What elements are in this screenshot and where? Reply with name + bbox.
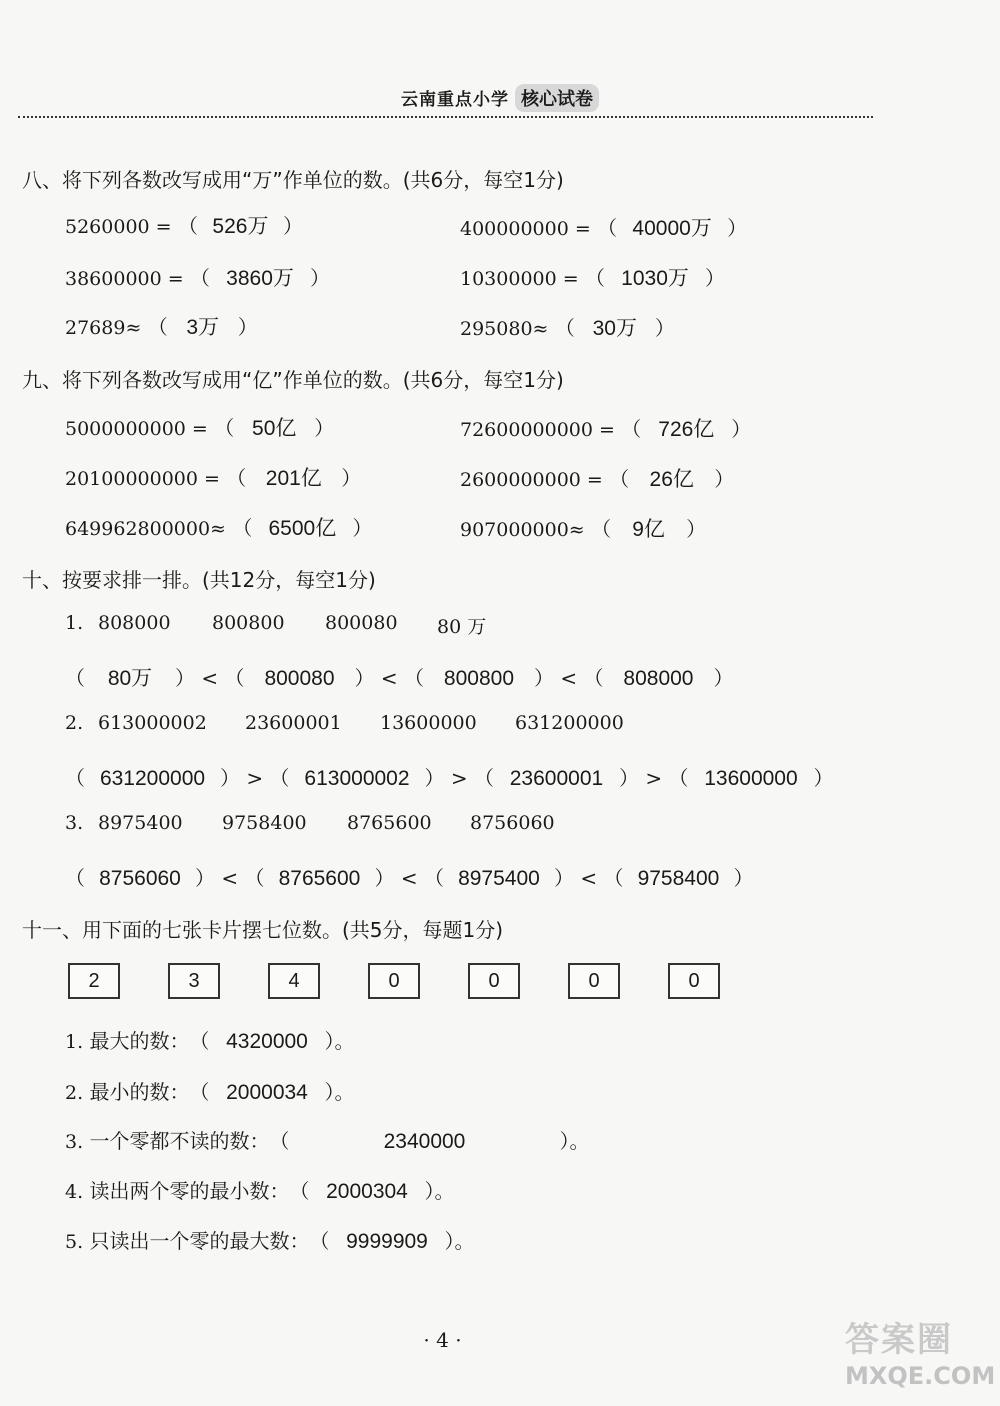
digit-card-6: 0 [568,963,620,999]
s9-answer-4: 26亿 [649,468,694,491]
s9-expr-4: 2600000000 = [460,469,603,491]
digit-card-1: 2 [68,963,120,999]
s10-q3-ans-1: 8756060 [99,867,181,890]
s10-q2-ans-2: 613000002 [304,767,410,790]
s10-q2-label: 2. [65,712,84,734]
section-9-title: 九、将下列各数改写成用“亿”作单位的数。(共6分，每空1分) [22,368,564,392]
s10-q3-ans-4: 9758400 [637,867,720,890]
s10-q1-num-1: 808000 [98,612,171,634]
s8-item-3: 38600000 = （ 3860万 ） [65,262,330,292]
s10-q3-num-1: 8975400 [98,812,183,834]
s11-question-3: 一个零都不读的数： [89,1129,270,1153]
s11-item-5: 5. 只读出一个零的最大数：（ 9999909 ）。 [65,1229,475,1253]
s10-q1-ans-2: 800080 [264,667,335,690]
s10-q3-op-3: < [580,866,598,890]
s8-expr-6: 295080≈ [460,318,549,340]
s9-answer-1: 50亿 [252,417,297,440]
s9-item-3: 20100000000 = （ 201亿 ） [65,462,361,492]
s11-label-4: 4. [65,1181,84,1203]
s8-expr-3: 38600000 = [65,268,184,290]
s11-answer-5: 9999909 [346,1230,428,1253]
s10-q1-ans-1: 80万 [107,667,153,690]
digit-card-4: 0 [368,963,420,999]
section-11-title: 十一、用下面的七张卡片摆七位数。(共5分，每题1分) [22,918,504,942]
s10-q1-op-2: < [380,666,398,690]
s10-q3-ans-3: 8975400 [458,867,540,890]
s10-q1-num-3: 800080 [325,612,398,634]
header-divider [18,116,873,118]
s10-q3-ans-2: 8765600 [278,867,361,890]
digit-card-3: 4 [268,963,320,999]
s10-q2-num-3: 13600000 [380,712,477,734]
s11-answer-4: 2000304 [326,1180,408,1203]
s10-q2-op-3: > [645,766,663,790]
s8-item-4: 10300000 = （ 1030万 ） [460,262,725,292]
s9-answer-5: 6500亿 [268,517,337,540]
digit-card-5: 0 [468,963,520,999]
s11-item-4: 4. 读出两个零的最小数：（ 2000304 ）。 [65,1179,455,1203]
digit-card-2: 3 [168,963,220,999]
s9-item-2: 72600000000 = （ 726亿 ） [460,413,751,443]
s10-q1-ans-3: 800800 [443,667,514,690]
page-number: · 4 · [423,1328,462,1352]
section-10-title: 十、按要求排一排。(共12分，每空1分) [22,568,376,592]
s10-q3-label: 3. [65,812,84,834]
s10-q2-answer-row: （ 631200000 ） > （ 613000002 ） > （ 23600001 ） > （ 13600000 ） [65,766,834,790]
s11-item-2: 2. 最小的数：（ 2000034 ）。 [65,1080,355,1104]
s9-answer-3: 201亿 [265,467,322,490]
s11-label-1: 1. [65,1031,84,1053]
s9-expr-2: 72600000000 = [460,419,615,441]
s8-answer-6: 30万 [592,317,637,340]
s10-q3-answer-row: （ 8756060 ） < （ 8765600 ） < （ 8975400 ） < （ 9758400 ） [65,866,754,890]
s9-expr-3: 20100000000 = [65,468,220,490]
s8-item-6: 295080≈ （ 30万 ） [460,312,675,342]
s9-expr-5: 649962800000≈ [65,518,226,540]
s9-item-5: 649962800000≈ （ 6500亿 ） [65,512,372,542]
s11-item-1: 1. 最大的数：（ 4320000 ）。 [65,1029,355,1053]
s11-label-3: 3. [65,1131,84,1153]
s8-answer-3: 3860万 [226,267,294,290]
s10-q3-num-2: 9758400 [222,812,307,834]
s8-answer-1: 526万 [212,215,269,238]
s8-expr-4: 10300000 = [460,268,579,290]
s8-item-1: 5260000 = （ 526万 ） [65,210,303,240]
s8-item-5: 27689≈ （ 3万 ） [65,311,258,341]
s8-expr-1: 5260000 = [65,216,172,238]
section-8-title: 八、将下列各数改写成用“万”作单位的数。(共6分，每空1分) [22,168,564,192]
s11-question-5: 只读出一个零的最大数： [89,1229,310,1253]
s9-answer-2: 726亿 [658,418,715,441]
s10-q2-ans-4: 13600000 [704,767,798,790]
page-header [0,84,1000,114]
s9-item-1: 5000000000 = （ 50亿 ） [65,412,334,442]
s9-expr-6: 907000000≈ [460,519,585,541]
s10-q2-ans-3: 23600001 [509,767,604,790]
watermark-url: MXQE.COM [845,1362,996,1390]
header-title: 云南重点小学 [401,90,509,110]
s10-q2-ans-1: 631200000 [99,767,206,790]
s11-answer-1: 4320000 [226,1030,308,1053]
s9-expr-1: 5000000000 = [65,418,208,440]
s11-question-4: 读出两个零的最小数： [89,1179,290,1203]
digit-card-7: 0 [668,963,720,999]
s9-answer-6: 9亿 [632,518,665,541]
s11-answer-3: 2340000 [383,1130,466,1153]
s10-q1-op-3: < [560,666,578,690]
s10-q2-op-1: > [246,766,264,790]
s10-q3-num-3: 8765600 [347,812,432,834]
s10-q1-num-2: 800800 [212,612,285,634]
s11-question-2: 最小的数： [89,1080,190,1104]
s11-answer-2: 2000034 [226,1081,308,1104]
s10-q2-op-2: > [450,766,468,790]
s9-item-4: 2600000000 = （ 26亿 ） [460,463,734,493]
s10-q2-num-2: 23600001 [245,712,342,734]
s10-q2-num-4: 631200000 [515,712,624,734]
s10-q3-op-1: < [221,866,239,890]
s10-q1-answer-row: （ 80万 ） < （ 800080 ） < （ 800800 ） < （ 808000 ） [65,662,733,692]
s8-expr-5: 27689≈ [65,317,142,339]
watermark-text: 答案圈 [845,1320,953,1360]
s8-expr-2: 400000000 = [460,218,591,240]
s9-item-6: 907000000≈ （ 9亿 ） [460,513,706,543]
s8-answer-4: 1030万 [621,267,689,290]
s11-label-2: 2. [65,1082,84,1104]
header-badge: 核心试卷 [515,84,599,112]
watermark-logo [845,1312,995,1402]
s10-q1-ans-4: 808000 [623,667,694,690]
s8-answer-5: 3万 [186,316,220,339]
s10-q1-op-1: < [201,666,219,690]
s10-q3-op-2: < [400,866,418,890]
s8-answer-2: 40000万 [632,217,712,240]
s10-q1-label: 1. [65,612,84,634]
s11-label-5: 5. [65,1231,84,1253]
s10-q2-num-1: 613000002 [98,712,207,734]
s11-question-1: 最大的数： [89,1029,190,1053]
s8-item-2: 400000000 = （ 40000万 ） [460,212,747,242]
s10-q1-num-4: 80 万 [437,616,487,638]
s11-item-3: 3. 一个零都不读的数：（ 2340000 ）。 [65,1129,590,1153]
s10-q3-num-4: 8756060 [470,812,555,834]
